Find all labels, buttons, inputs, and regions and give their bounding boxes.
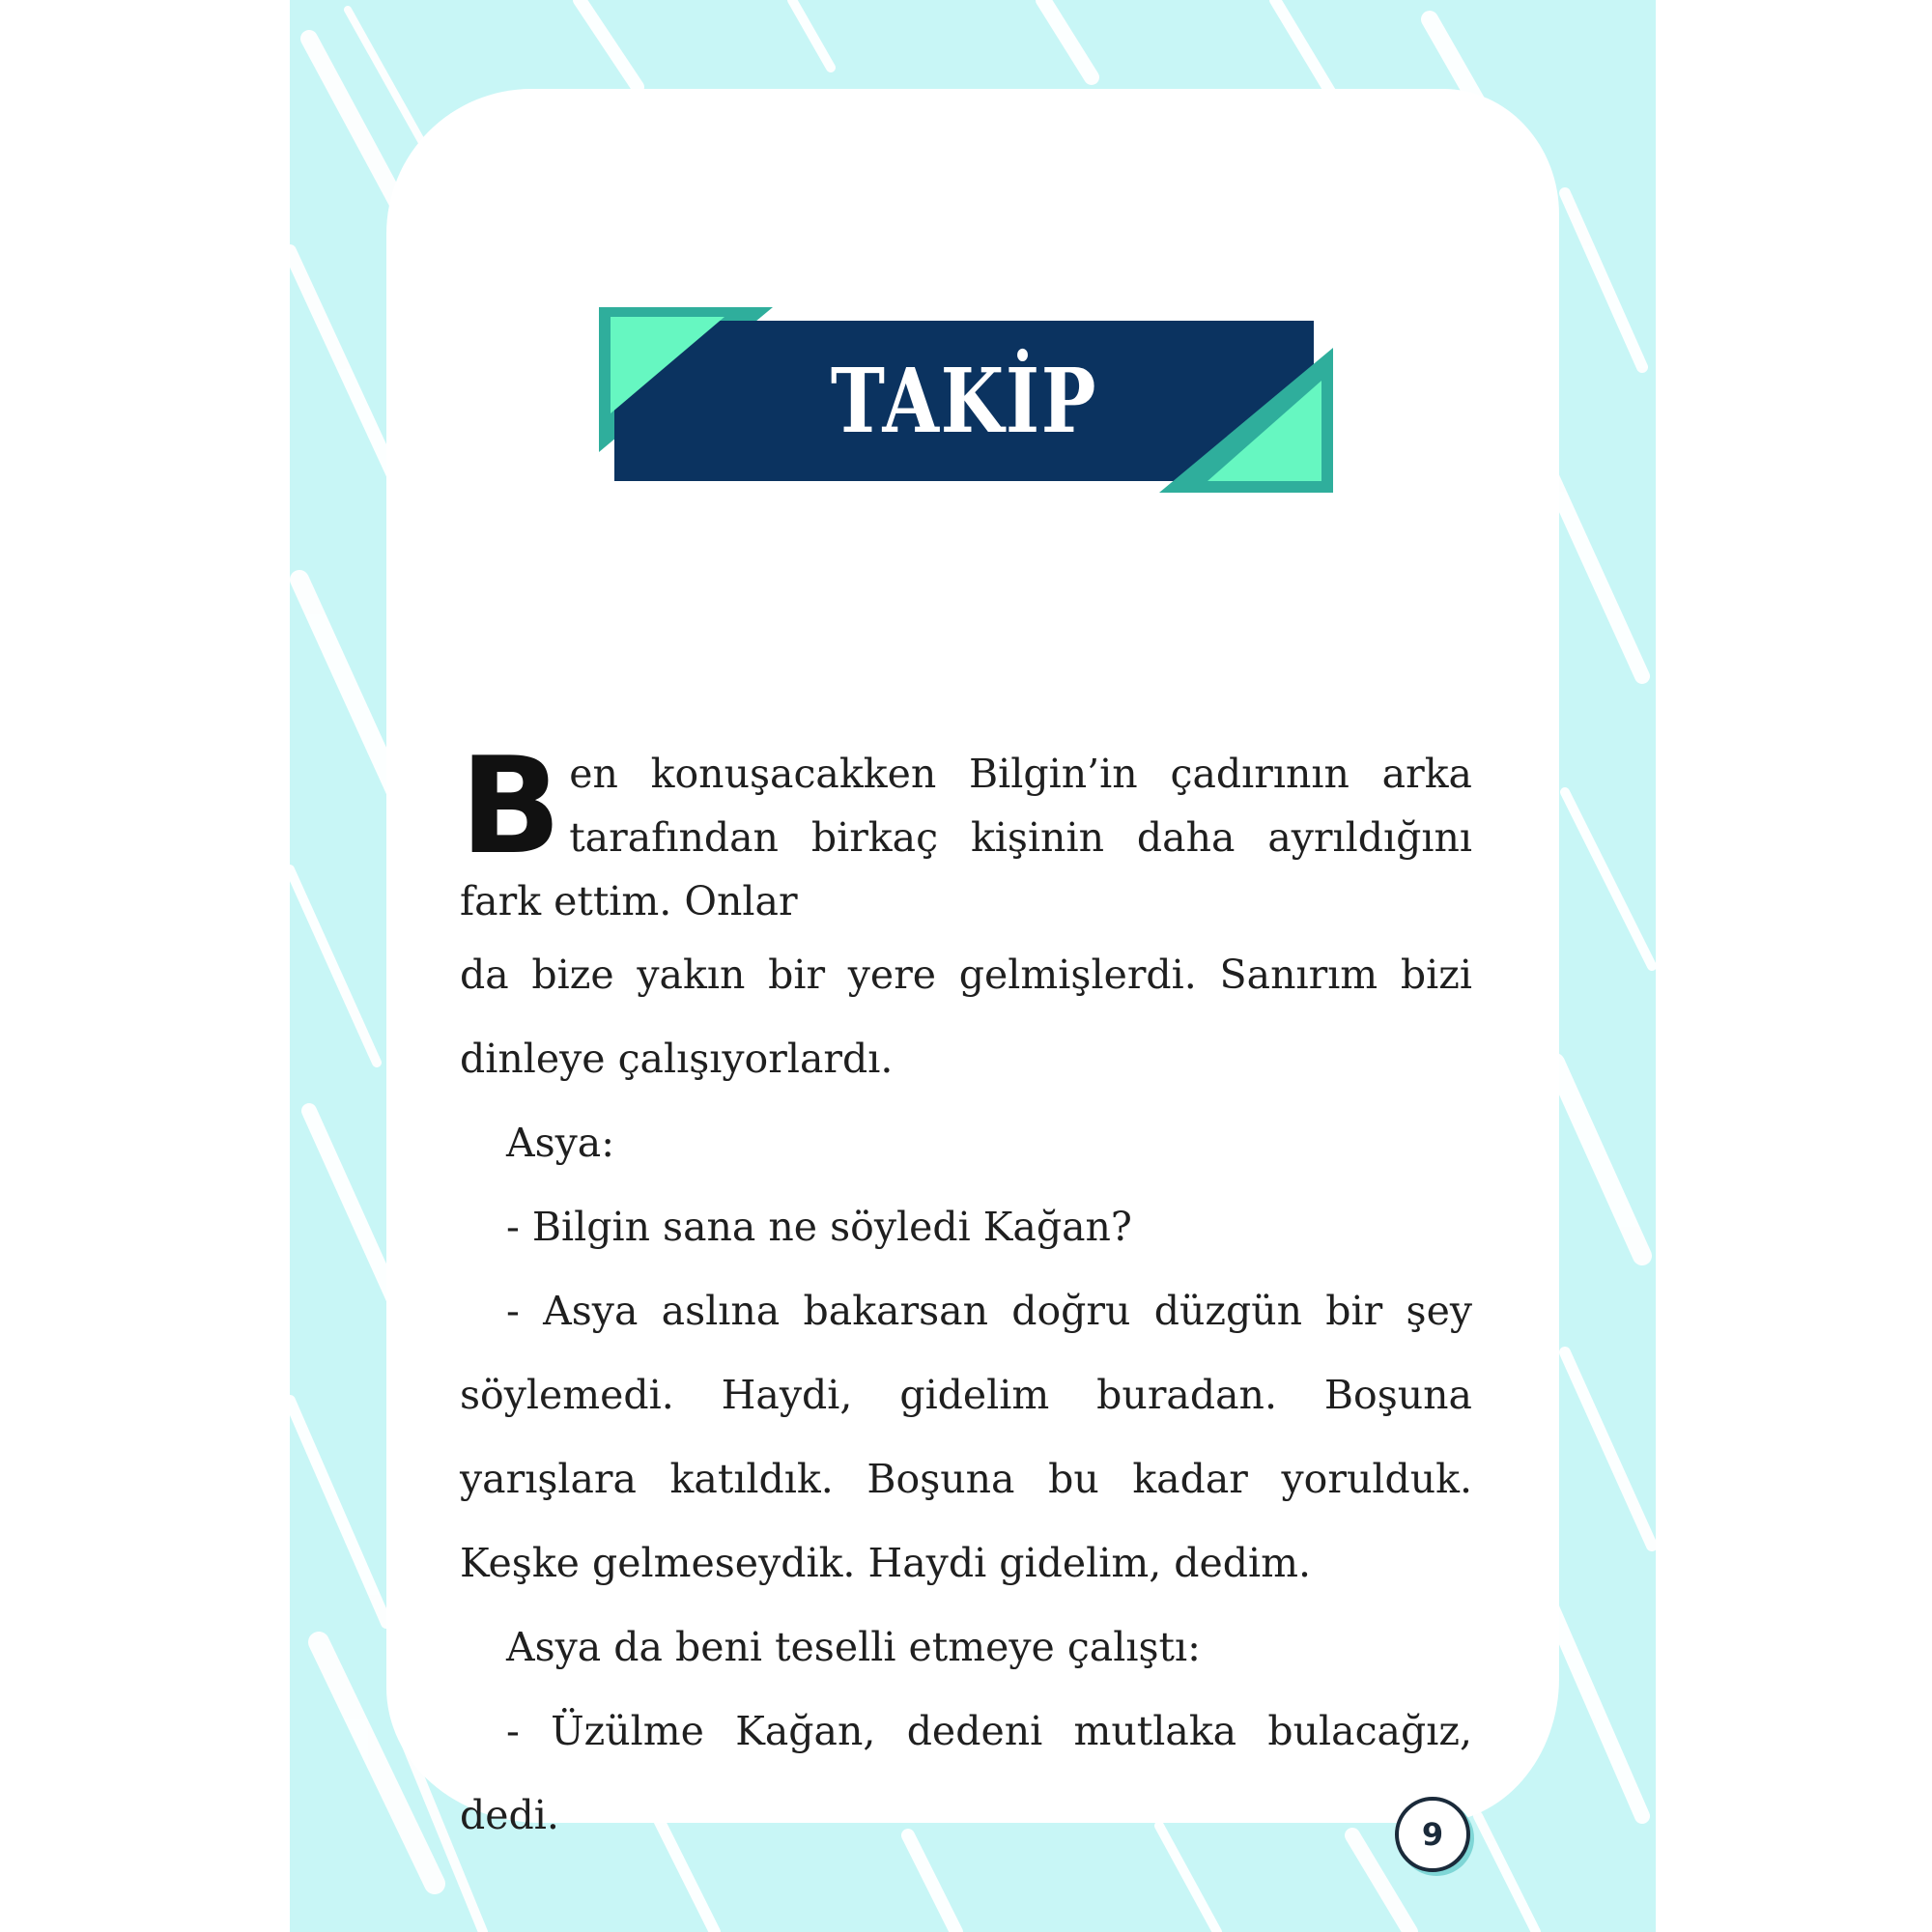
page-number-badge: 9 bbox=[1395, 1797, 1470, 1872]
paragraph-6: - Üzülme Kağan, dedeni mutlaka bulacağız, dedi. bbox=[460, 1708, 1472, 1838]
chapter-title: TAKİP bbox=[830, 349, 1098, 453]
paragraph-5: Asya da beni teselli etmeye çalıştı: bbox=[506, 1624, 1201, 1670]
paragraph-1 bbox=[460, 728, 1472, 1101]
paragraph-1-continuation: da bize yakın bir yere gelmişlerdi. Sanırım bizi dinleye çalışıyorlardı. bbox=[460, 952, 1472, 1082]
paragraph-1-first-lines: en konuşacakken Bilgin’in çadırının arka tarafından birkaç kişinin daha ayrıldığını fark ettim. Onlar bbox=[460, 751, 1472, 924]
paragraph-2: Asya: bbox=[506, 1120, 615, 1166]
paragraph-3: - Bilgin sana ne söyledi Kağan? bbox=[506, 1204, 1132, 1250]
paragraph-4: - Asya aslına bakarsan doğru düzgün bir şey söylemedi. Haydi, gidelim buradan. Boşuna yarışlara katıldık. Boşuna bu kadar yorulduk. Keşke gelmeseydik. Haydi gidelim, dedim. bbox=[460, 1288, 1472, 1586]
drop-cap: B bbox=[460, 728, 562, 884]
body-text bbox=[460, 728, 1472, 1858]
